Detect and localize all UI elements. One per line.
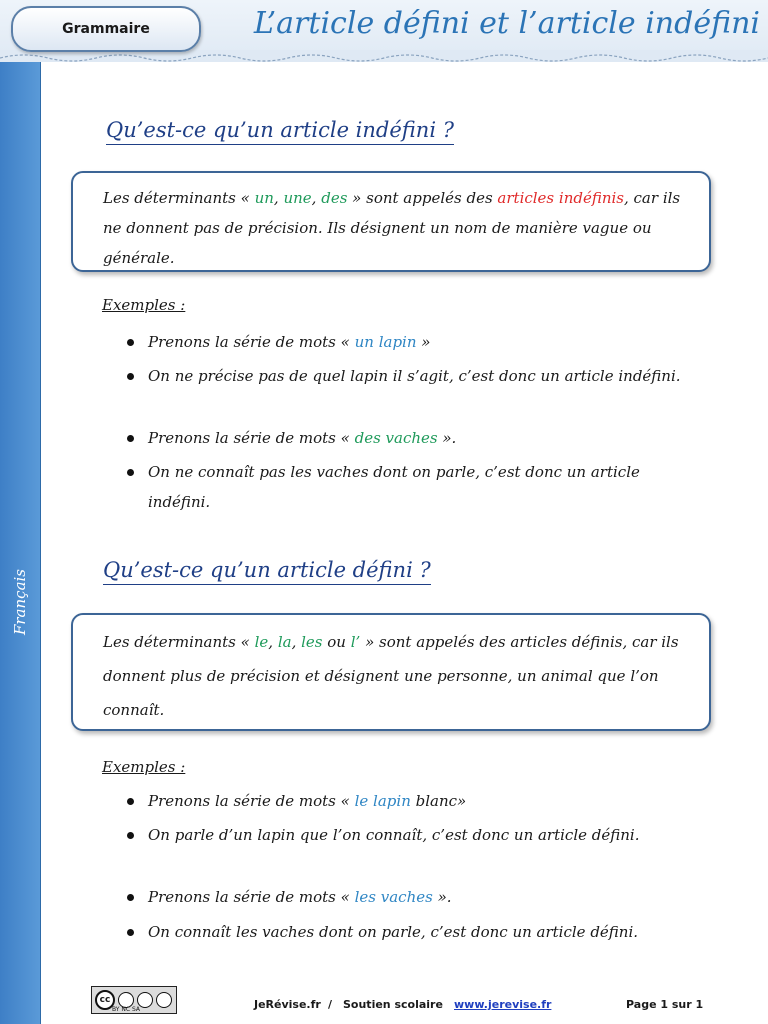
footer-url-link[interactable] xyxy=(454,998,551,1011)
creative-commons-badge xyxy=(91,986,177,1014)
license-text: BY NC SA xyxy=(112,1006,140,1013)
article-un: un xyxy=(254,189,274,207)
article-le: le xyxy=(254,633,269,651)
examples-label: Exemples : xyxy=(102,296,186,314)
page-title: L’article défini et l’article indéfini xyxy=(253,6,760,41)
article-les: les xyxy=(301,633,323,651)
list-item: Prenons la série de mots « le lapin blanc» xyxy=(148,786,708,816)
list-item: On ne précise pas de quel lapin il s’agit, c’est donc un article indéfini. xyxy=(148,361,708,391)
subject-tag: Grammaire xyxy=(11,6,201,52)
list-item: Prenons la série de mots « un lapin » xyxy=(148,327,708,357)
examples-label: Exemples : xyxy=(102,758,186,776)
definition-box-defini: Les déterminants « le, la, les ou l’ » sont appelés des articles définis, car ils donnent plus de précision et désignent une personne, un animal que l’on connaît. xyxy=(71,613,711,731)
example-highlight: les vaches xyxy=(354,888,433,906)
footer-tagline: Soutien scolaire xyxy=(343,998,443,1011)
footer-page-number: Page 1 sur 1 xyxy=(626,998,704,1011)
example-highlight: le lapin xyxy=(354,792,411,810)
sidebar xyxy=(0,62,41,1024)
article-une: une xyxy=(283,189,312,207)
definition-text: Les déterminants « xyxy=(103,633,255,651)
footer-separator: / xyxy=(328,998,333,1011)
sa-icon xyxy=(156,992,172,1008)
definition-text: Les déterminants « xyxy=(103,189,255,207)
example-highlight: un lapin xyxy=(354,333,417,351)
header-wave-divider xyxy=(0,50,768,72)
list-item: On ne connaît pas les vaches dont on parle, c’est donc un article indéfini. xyxy=(148,457,678,517)
sidebar-label: Français xyxy=(11,568,29,636)
section-heading-indefini: Qu’est-ce qu’un article indéfini ? xyxy=(106,118,454,145)
list-item: Prenons la série de mots « des vaches ». xyxy=(148,423,708,453)
article-la: la xyxy=(277,633,292,651)
list-item: On parle d’un lapin que l’on connaît, c’est donc un article défini. xyxy=(148,820,708,850)
footer-url[interactable]: www.jerevise.fr xyxy=(454,998,552,1011)
article-des: des xyxy=(321,189,348,207)
example-highlight: des vaches xyxy=(354,429,438,447)
cc-icon: cc xyxy=(95,990,115,1010)
list-item: Prenons la série de mots « les vaches ». xyxy=(148,882,708,912)
footer-site: JeRévise.fr xyxy=(254,998,321,1011)
term-articles-indefinis: articles indéfinis xyxy=(497,189,624,207)
list-item: On connaît les vaches dont on parle, c’est donc un article défini. xyxy=(148,917,708,947)
section-heading-defini: Qu’est-ce qu’un article défini ? xyxy=(103,558,431,585)
definition-box-indefini: Les déterminants « un, une, des » sont appelés des articles indéfinis, car ils ne donnent pas de précision. Ils désignent un nom de manière vague ou générale. xyxy=(71,171,711,272)
article-l: l’ xyxy=(350,633,361,651)
